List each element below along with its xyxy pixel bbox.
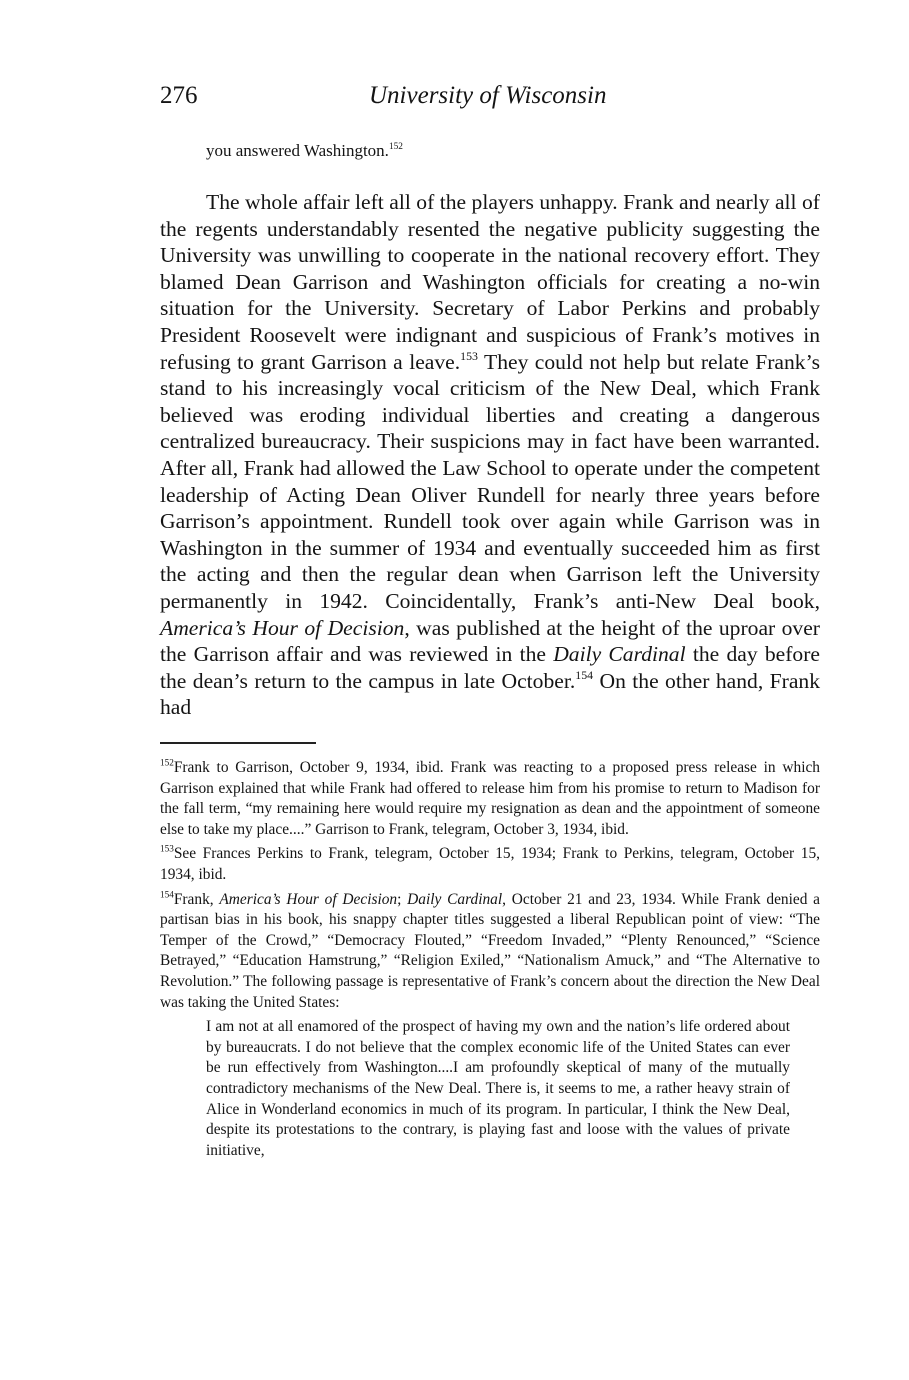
book-title: America’s Hour of Decision	[160, 615, 405, 640]
footnote-text: , October 21 and 23, 1934. While Frank denied a partisan bias in his book, his snappy chapter titles suggested a liberal Republican point of view: “The Temper of the Crowd,” “Democracy Flouted,” “Freedom Invaded,” “Plenty Renounced,” “Science Betrayed,” “Education Hamstrung,” “Religion Exiled,” “Nationalism Amuck,” and “The Alternative to Revolution.” The following passage is representative of Frank’s concern about the direction the New Deal was taking the United States:	[160, 890, 821, 1011]
footnote-152	[160, 758, 820, 840]
body-text-run: the day before the dean’s return to the campus in late October.	[160, 642, 820, 693]
footnote-mark: 154	[160, 889, 174, 900]
footnote-ref-153[interactable]: 153	[460, 348, 478, 363]
body-text-run: They could not help but relate Frank’s stand to his increasingly vocal criticism of the New Deal, which Frank believed was eroding individual liberties and creating a dangerous centralized bureaucracy. Their suspicions may in fact have been warranted. After all, Frank had allowed the Law School to operate under the competent leadership of Acting Dean Oliver Rundell for nearly three years before Garrison’s appointment. Rundell took over again while Garrison was in Washington in the summer of 1934 and eventually succeeded him as first the acting and then the regular dean when Garrison left the University permanently in 1942. Coincidentally, Frank’s anti-New Deal book,	[160, 349, 820, 613]
footnote-ref-154[interactable]: 154	[575, 667, 594, 682]
body-text-run: , was published at the height of the uproar over the Garrison affair and was reviewed in the	[160, 615, 820, 667]
quote-text: I am not at all enamored of the prospect of having my own and the nation’s life ordered about by bureaucrats. I do not believe that the complex economic life of the United States can ever be run effectively from Washington....I am profoundly skeptical of many of the mutually contradictory mechanisms of the New Deal. There is, it seems to me, a rather heavy strain of Alice in Wonderland economics in much of its program. In particular, I think the New Deal, despite its protestations to the contrary, is playing fast and loose with the values of private initiative,	[206, 1018, 790, 1159]
newspaper-title: Daily Cardinal	[553, 642, 686, 667]
footnote-text: See Frances Perkins to Frank, telegram, October 15, 1934; Frank to Perkins, telegram, October 15, 1934, ibid.	[160, 845, 820, 883]
newspaper-title: Daily Cardinal	[407, 890, 503, 908]
footnote-text: Frank to Garrison, October 9, 1934, ibid. Frank was reacting to a proposed press release in which Garrison explained that while Frank had offered to release him from his promise to return to Madison for the fall term, “my remaining here would require my resignation as dean and the appointment of someone else to take my place....” Garrison to Frank, telegram, October 3, 1934, ibid.	[160, 759, 820, 838]
body-text-run: On the other hand, Frank had	[160, 668, 821, 720]
footnote-ref-152[interactable]: 152	[388, 142, 403, 152]
footnote-154	[160, 890, 820, 1162]
footnotes	[160, 758, 820, 1165]
footnote-mark: 152	[160, 757, 174, 768]
footnote-block-quote	[206, 1017, 790, 1161]
body-paragraph	[160, 189, 820, 721]
page-number: 276	[160, 82, 198, 109]
book-title: America’s Hour of Decision	[219, 890, 398, 908]
quote-end-text: you answered Washington.	[206, 141, 389, 160]
footnote-separator	[160, 742, 316, 744]
block-quote-ending	[206, 141, 403, 161]
footnote-text: Frank,	[173, 890, 220, 908]
running-title: University of Wisconsin	[369, 82, 607, 109]
footnote-mark: 153	[160, 843, 174, 854]
body-text-run: The whole affair left all of the players unhappy. Frank and nearly all of the regents understandably resented the negative publicity suggesting the University was unwilling to cooperate in the national recovery effort. They blamed Dean Garrison and Washington officials for creating a no-win situation for the University. Secretary of Labor Perkins and probably President Roosevelt were indignant and suspicious of Frank’s motives in refusing to grant Garrison a leave.	[160, 190, 820, 374]
body-text	[160, 189, 820, 721]
footnote-text: ;	[397, 890, 408, 908]
footnote-153	[160, 844, 820, 885]
